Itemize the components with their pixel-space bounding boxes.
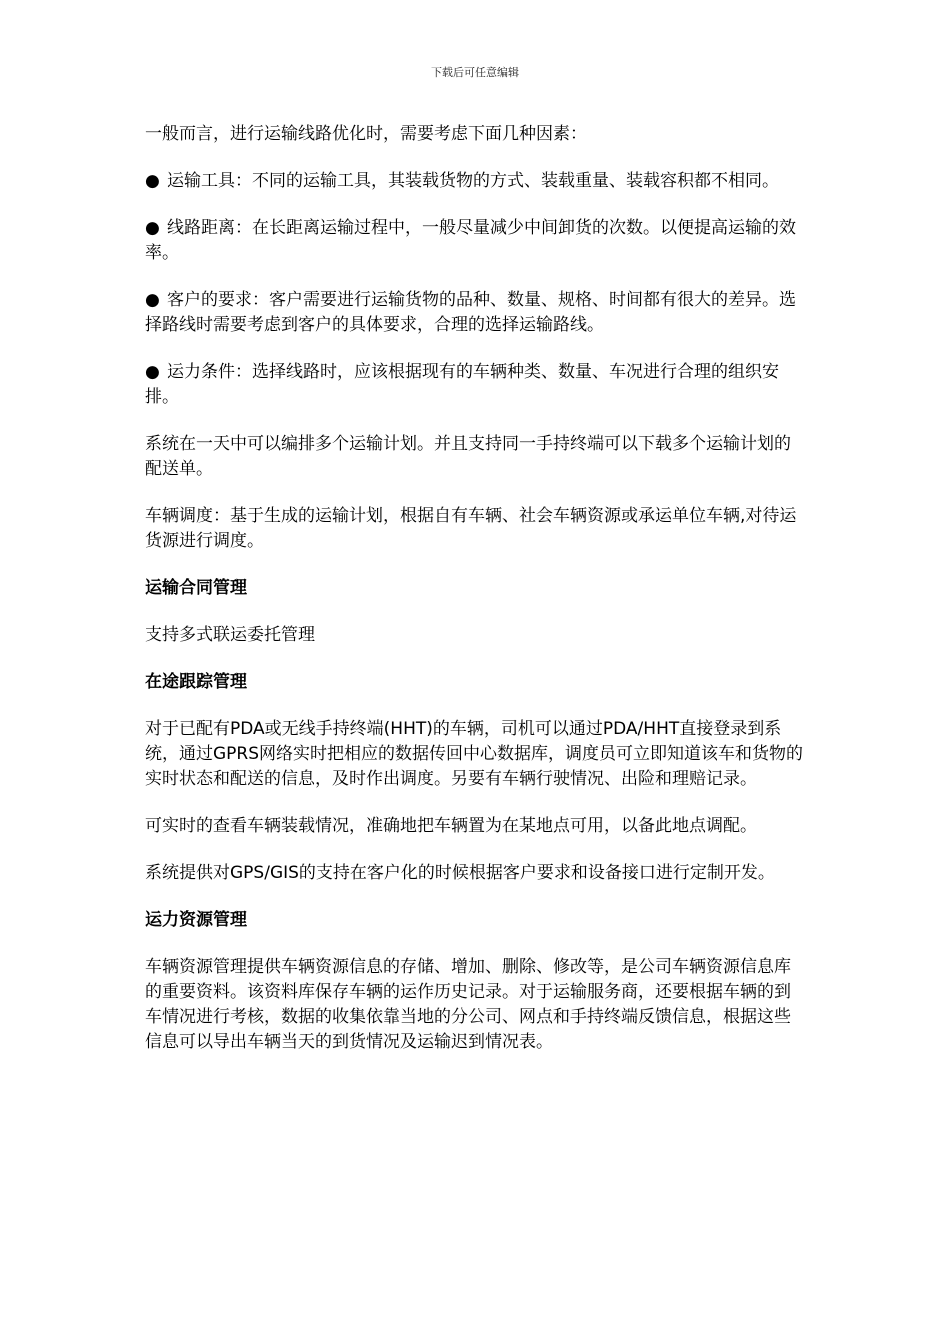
plan-paragraph: 系统在一天中可以编排多个运输计划。并且支持同一手持终端可以下载多个运输计划的配送单。 bbox=[145, 434, 791, 479]
tracking-heading: 在途跟踪管理 bbox=[145, 672, 247, 692]
loading-paragraph: 可实时的查看车辆装载情况，准确地把车辆置为在某地点可用，以备此地点调配。 bbox=[145, 816, 757, 836]
bullet-dot-icon: ● bbox=[145, 290, 160, 310]
capacity-heading: 运力资源管理 bbox=[145, 910, 247, 930]
dispatch-paragraph: 车辆调度：基于生成的运输计划，根据自有车辆、社会车辆资源或承运单位车辆,对待运货源进行调度。 bbox=[145, 506, 797, 551]
bullet-text: 线路距离：在长距离运输过程中，一般尽量减少中间卸货的次数。以便提高运输的效率。 bbox=[145, 218, 796, 263]
capacity-paragraph: 车辆资源管理提供车辆资源信息的存储、增加、删除、修改等，是公司车辆资源信息库的重要资料。该资料库保存车辆的运作历史记录。对于运输服务商，还要根据车辆的到车情况进行考核，数据的收集依靠当地的分公司、网点和手持终端反馈信息，根据这些信息可以导出车辆当天的到货情况及运输迟到情况表。 bbox=[145, 957, 791, 1052]
contract-heading: 运输合同管理 bbox=[145, 578, 247, 598]
bullet-item bbox=[145, 360, 805, 410]
page-header: 下载后可任意编辑 bbox=[431, 66, 519, 79]
bullet-text: 客户的要求：客户需要进行运输货物的品种、数量、规格、时间都有很大的差异。选择路线时需要考虑到客户的具体要求，合理的选择运输路线。 bbox=[145, 290, 796, 335]
tracking-paragraph: 对于已配有PDA或无线手持终端(HHT)的车辆，司机可以通过PDA/HHT直接登录到系统，通过GPRS网络实时把相应的数据传回中心数据库，调度员可立即知道该车和货物的实时状态和配送的信息，及时作出调度。另要有车辆行驶情况、出险和理赔记录。 bbox=[145, 719, 804, 789]
bullet-dot-icon: ● bbox=[145, 362, 160, 382]
bullet-text: 运力条件：选择线路时，应该根据现有的车辆种类、数量、车况进行合理的组织安排。 bbox=[145, 362, 779, 407]
bullet-dot-icon: ● bbox=[145, 218, 160, 238]
contract-paragraph: 支持多式联运委托管理 bbox=[145, 625, 315, 645]
gps-paragraph: 系统提供对GPS/GIS的支持在客户化的时候根据客户要求和设备接口进行定制开发。 bbox=[145, 863, 775, 883]
bullet-dot-icon: ● bbox=[145, 171, 160, 191]
bullet-item bbox=[145, 288, 805, 338]
bullet-item bbox=[145, 216, 805, 266]
document-body bbox=[145, 122, 805, 1077]
bullet-item bbox=[145, 169, 805, 194]
bullet-text: 运输工具：不同的运输工具，其装载货物的方式、装载重量、装载容积都不相同。 bbox=[167, 171, 779, 191]
intro-paragraph: 一般而言，进行运输线路优化时，需要考虑下面几种因素： bbox=[145, 124, 587, 144]
